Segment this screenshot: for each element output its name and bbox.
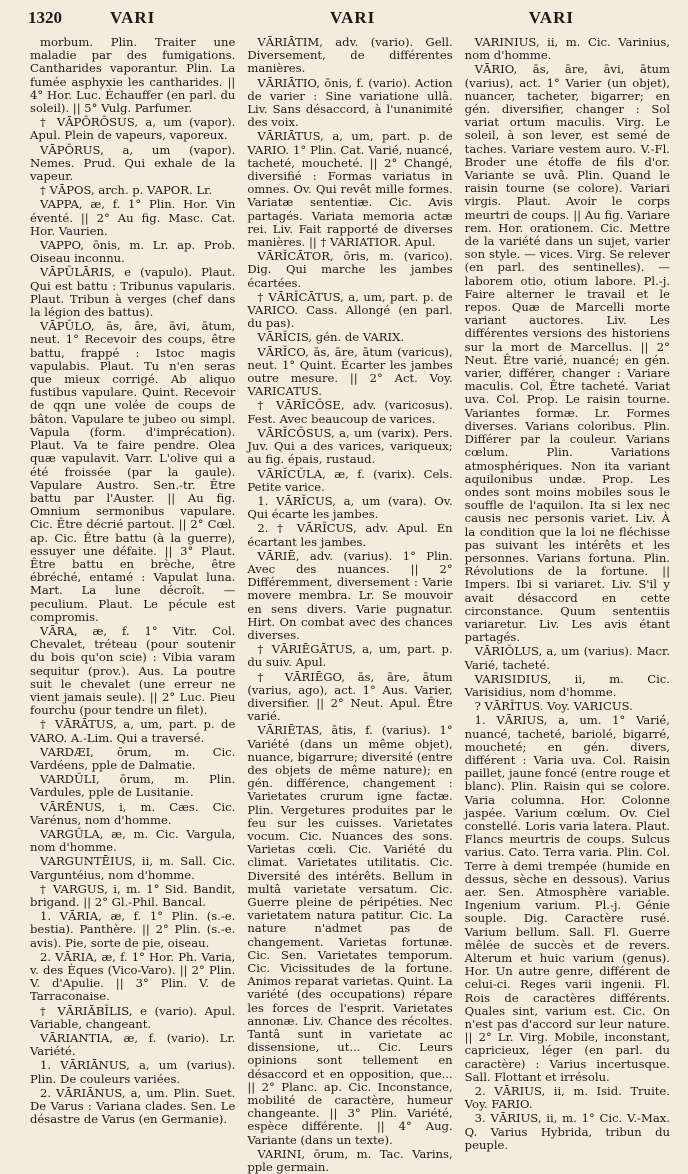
dictionary-entry: VĀRIĀTIM, adv. (vario). Gell. Diversement, de différentes manières. [247, 35, 453, 76]
dictionary-entry: VĀRIANTIA, æ, f. (vario). Lr. Variété. [30, 1031, 236, 1059]
dictionary-entry: VARDÆI, ōrum, m. Cic. Vardéens, pple de Dalmatie. [30, 744, 236, 772]
dictionary-entry: VARGUNTĒIUS, ii, m. Sall. Cic. Varguntéius, nom d'homme. [30, 854, 236, 882]
header-center-word: VARI [330, 8, 376, 27]
dictionary-entry: VARISIDIUS, ii, m. Cic. Varisidius, nom d'homme. [464, 671, 670, 699]
header-right-word: VARI [528, 8, 574, 27]
dictionary-entry: † VĀPŌRŌSUS, a, um (vapor). Apul. Plein de vapeurs, vaporeux. [30, 115, 236, 143]
dictionary-entry: 1. VĀRIUS, a, um. 1° Varié, nuancé, tacheté, bariolé, bigarré, moucheté; en gén. divers, différent : Varia uva. Col. Raisin paillet, jaune foncé (entre rouge et blanc). Plin. Raisin qui se colore. Varia columna. Hor. Colonne jaspée. Varium cœlum. Ov. Ciel constellé. Loris varia latera. Plaut. Flancs meurtris de coups. Sulcus varius. Cato. Terra varia. Plin. Col. Terre à demi trempée (humide en dessus, sèche en dessous). Varius aer. Sen. Atmosphère variable. Ingenium varium. Pl.-j. Génie souple. Dig. Caractère rusé. Varium bellum. Sall. Fl. Guerre mêlée de succès et de revers. Alterum et huic varium (genus). Hor. Un autre genre, différent de celui-ci. Reges varii ingenii. Fl. Rois de caractères différents. Quales sint, varium est. Cic. On n'est pas d'accord sur leur nature. || 2° Lr. Virg. Mobile, inconstant, capricieux, léger (en parl. du caractère) : Varius incertusque. Sall. Flottant et irrésolu. [464, 713, 670, 1084]
dictionary-entry: 3. VĀRIUS, ii, m. 1° Cic. V.-Max. Q. Varius Hybrida, tribun du peuple. [464, 1111, 670, 1152]
dictionary-entry: VAPPA, æ, f. 1° Plin. Hor. Vin éventé. || 2° Au fig. Masc. Cat. Hor. Vaurien. [30, 197, 236, 238]
dictionary-entry: VĀRĒNUS, i, m. Cæs. Cic. Varénus, nom d'homme. [30, 799, 236, 827]
column-3 [464, 35, 670, 1152]
header-left-word: VARI [110, 8, 156, 27]
dictionary-entry: † VĀRIĀBĬLIS, e (vario). Apul. Variable, changeant. [30, 1003, 236, 1031]
dictionary-entry: VĀRIĀTIO, ōnis, f. (vario). Action de varier : Sine variatione ullâ. Liv. Sans désaccord, à l'unanimité des voix. [247, 75, 453, 130]
dictionary-entry: † VĀRĬCĀTUS, a, um, part. p. de VARICO. Cass. Allongé (en parl. du pas). [247, 289, 453, 331]
dictionary-entry: 2. VĀRIA, æ, f. 1° Hor. Ph. Varia, v. des Èques (Vico-Varo). || 2° Plin. V. d'Apulie. || 3° Plin. V. de Tarraconaise. [30, 949, 236, 1004]
dictionary-entry: VARINI, ōrum, m. Tac. Varins, pple germain. [247, 1146, 453, 1174]
column-2 [247, 35, 453, 1174]
dictionary-entry: VĀRĬCĀTOR, ōris, m. (varico). Dig. Qui marche les jambes écartées. [247, 249, 453, 290]
dictionary-entry: 2. † VĀRĬCUS, adv. Apul. En écartant les jambes. [247, 521, 453, 549]
dictionary-entry: † VĀRĬCŌSE, adv. (varicosus). Fest. Avec beaucoup de varices. [247, 398, 453, 426]
dictionary-entry: † VĀRĀTUS, a, um, part. p. de VARO. A.-Lim. Qui a traversé. [30, 717, 236, 745]
dictionary-entry: 1. VĀRIĀNUS, a, um (varius). Plin. De couleurs variées. [30, 1058, 236, 1086]
dictionary-entry: VAPPO, ōnis, m. Lr. ap. Prob. Oiseau inconnu. [30, 238, 236, 266]
dictionary-entry: VĀPŌRUS, a, um (vapor). Nemes. Prud. Qui exhale de la vapeur. [30, 142, 236, 184]
dictionary-entry: † VĀRIĒGĀTUS, a, um, part. p. du suiv. Apul. [247, 642, 453, 670]
dictionary-entry: 2. VĀRIUS, ii, m. Isid. Truite. Voy. FARIO. [464, 1084, 670, 1112]
dictionary-entry: VĀRIĒTAS, ātis, f. (varius). 1° Variété (dans un même objet), nuance, bigarrure; diversité (entre des objets de même nature); en gén. différence, changement : Varietates crurum igne factæ. Plin. Vergetures produites par le feu sur les cuisses. Varietates vocum. Cic. Nuances des sons. Varietas cœli. Cic. Variété du climat. Varietates utilitatis. Cic. Diversité des intérêts. Bellum in multâ varietate versatum. Cic. Guerre pleine de péripéties. Nec varietatem natura patitur. Cic. La nature n'admet pas de changement. Varietas fortunæ. Cic. Sen. Varietates temporum. Cic. Vicissitudes de la fortune. Animos reparat varietas. Quint. La variété (des occupations) répare les forces de l'esprit. Varietates annonæ. Liv. Chance des récoltes. Tantâ sunt in varietate ac dissensione, ut... Cic. Leurs opinions sont tellement en désaccord et en opposition, que... || 2° Planc. ap. Cic. Inconstance, mobilité de caractère, humeur changeante. || 3° Plin. Variété, espèce différente. || 4° Aug. Variante (dans un texte). [247, 723, 453, 1147]
dictionary-entry: 1. VĀRĬCUS, a, um (vara). Ov. Qui écarte les jambes. [247, 493, 453, 522]
dictionary-entry: VĀRIĀTUS, a, um, part. p. de VARIO. 1° Plin. Cat. Varié, nuancé, tacheté, moucheté. || 2° Changé, diversifié : Formas variatus in omnes. Ov. Qui revêt mille formes. Variatæ sententiæ. Cic. Avis partagés. Variata memoria actæ rei. Liv. Fait rapporté de diverses manières. || † VARIATIOR. Apul. [247, 129, 453, 250]
dictionary-entry: VARINIUS, ii, m. Cic. Varinius, nom d'homme. [464, 35, 670, 63]
dictionary-entry: † VĀPOS, arch. p. VAPOR. Lr. [40, 183, 213, 198]
dictionary-entry: 2. VĀRIĀNUS, a, um. Plin. Suet. De Varus : Variana clades. Sen. Le désastre de Varus (en Germanie). [30, 1085, 236, 1127]
page-header [28, 8, 654, 30]
dictionary-entry: VĀRA, æ, f. 1° Vitr. Col. Chevalet, tréteau (pour soutenir du bois qu'on scie) : Vibia varam sequitur (prov.). Aus. La poutre suit le chevalet (une erreur ne vient jamais seule). || 2° Luc. Pieu fourchu (pour tendre un filet). [30, 623, 236, 718]
dictionary-entry: VĀRĬCŌSUS, a, um (varix). Pers. Juv. Qui a des varices, variqueux; au fig. épais, rustaud. [247, 425, 453, 467]
dictionary-entry: † VARGUS, i, m. 1° Sid. Bandit, brigand. || 2° Gl.-Phil. Bancal. [30, 881, 236, 909]
dictionary-entry: VĀPŪLĀRIS, e (vapulo). Plaut. Qui est battu : Tribunus vapularis. Plaut. Tribun à verges (chef dans la légion des battus). [30, 265, 236, 320]
dictionary-entry: morbum. Plin. Traiter une maladie par des fumigations. Cantharides vaporantur. Plin. La fumée asphyxie les cantharides. || 4° Hor. Luc. Échauffer (en parl. du soleil). || 5° Vulg. Parfumer. [30, 35, 236, 116]
dictionary-entry: VARGŬLA, æ, m. Cic. Vargula, nom d'homme. [30, 826, 236, 855]
dictionary-entry: VĀRIĒ, adv. (varius). 1° Plin. Avec des nuances. || 2° Différemment, diversement : Varie movere membra. Lr. Se mouvoir en sens divers. Varie pugnatur. Hirt. On combat avec des chances diverses. [247, 548, 453, 642]
dictionary-entry: VĀRĬCŬLA, æ, f. (varix). Cels. Petite varice. [247, 466, 453, 494]
dictionary-entry: VĀRIŎLUS, a, um (varius). Macr. Varié, tacheté. [464, 644, 670, 672]
dictionary-entry: VĀRĬCIS, gén. de VARIX. [257, 330, 405, 345]
dictionary-entry: 1. VĀRIA, æ, f. 1° Plin. (s.-e. bestia). Panthère. || 2° Plin. (s.-e. avis). Pie, sorte de pie, oiseau. [30, 909, 236, 950]
text-columns [30, 35, 670, 1174]
dictionary-entry: † VĀRIĒGO, ās, āre, ātum (varius, ago), act. 1° Aus. Varier, diversifier. || 2° Neut. Apul. Être varié. [247, 669, 453, 724]
column-1 [30, 35, 236, 1127]
dictionary-entry: ? VĀRĬTUS. Voy. VARICUS. [474, 699, 633, 714]
dictionary-entry: VARDŬLI, ōrum, m. Plin. Vardules, pple de Lusitanie. [30, 772, 236, 800]
dictionary-entry: VĀRĬCO, ās, āre, ātum (varicus), neut. 1° Quint. Écarter les jambes outre mesure. || 2° Act. Voy. VARICATUS. [247, 344, 453, 399]
dictionary-entry: VĀPŪLO, ās, āre, āvi, ātum, neut. 1° Recevoir des coups, être battu, frappé : Istoc magis vapulabis. Plaut. Tu n'en seras que mieux corrigé. Ab aliquo fustibus vapulare. Quint. Recevoir de qqn une volée de coups de bâton. Vapulare te jubeo ou simpl. Vapula (form. d'imprécation). Plaut. Va te faire pendre. Olea quæ vapulavit. Varr. L'olive qui a été froissée (par la gaule). Vapulare Austro. Sen.-tr. Être battu par l'Auster. || Au fig. Omnium sermonibus vapulare. Cic. Être décrié partout. || 2° Cœl. ap. Cic. Être battu (à la guerre), essuyer une défaite. || 3° Plaut. Être battu en brèche, être ébréché, entamé : Vapulat luna. Mart. La lune décroît. — peculium. Plaut. Le pécule est compromis. [30, 319, 236, 624]
page-number: 1320 [28, 8, 62, 27]
dictionary-entry: VĀRIO, ās, āre, āvi, ātum (varius), act. 1° Varier (un objet), nuancer, tacheter, bigarrer; en gén. diversifier, changer : Sol variat ortum maculis. Virg. Le soleil, à son lever, est semé de taches. Variare vestem auro. V.-Fl. Broder une étoffe de fils d'or. Variante se uvâ. Plin. Quand le raisin tourne (se colore). Variari virgis. Plaut. Avoir le corps meurtri de coups. || Au fig. Variare rem. Hor. orationem. Cic. Mettre de la variété dans un sujet, varier son style. — vices. Virg. Se relever (en parl. des sentinelles). — laborem otio, otium labore. Pl.-j. Faire alterner le travail et le repos. Quæ de Marcelli morte variant auctores. Liv. Les différentes versions des historiens sur la mort de Marcellus. || 2° Neut. Être varié, nuancé; en gén. varier, différer, changer : Variare maculis. Col. Être tacheté. Variat uva. Col. Prop. Le raisin tourne. Variantes formæ. Lr. Formes diverses. Varians coloribus. Plin. Différer par la couleur. Varians cœlum. Plin. Variations atmosphériques. Non ita variant aquilonibus undæ. Prop. Les ondes sont moins mobiles sous le souffle de l'aquilon. Ita si lex nec causis nec personis variet. Liv. À la condition que la loi ne fléchisse pas suivant les intérêts et les personnes. Varians fortuna. Plin. Révolutions de la fortune. || Impers. Ibi si variaret. Liv. S'il y avait désaccord en cette circonstance. Quum sententiis variaretur. Liv. Les avis étant partagés. [464, 62, 670, 645]
